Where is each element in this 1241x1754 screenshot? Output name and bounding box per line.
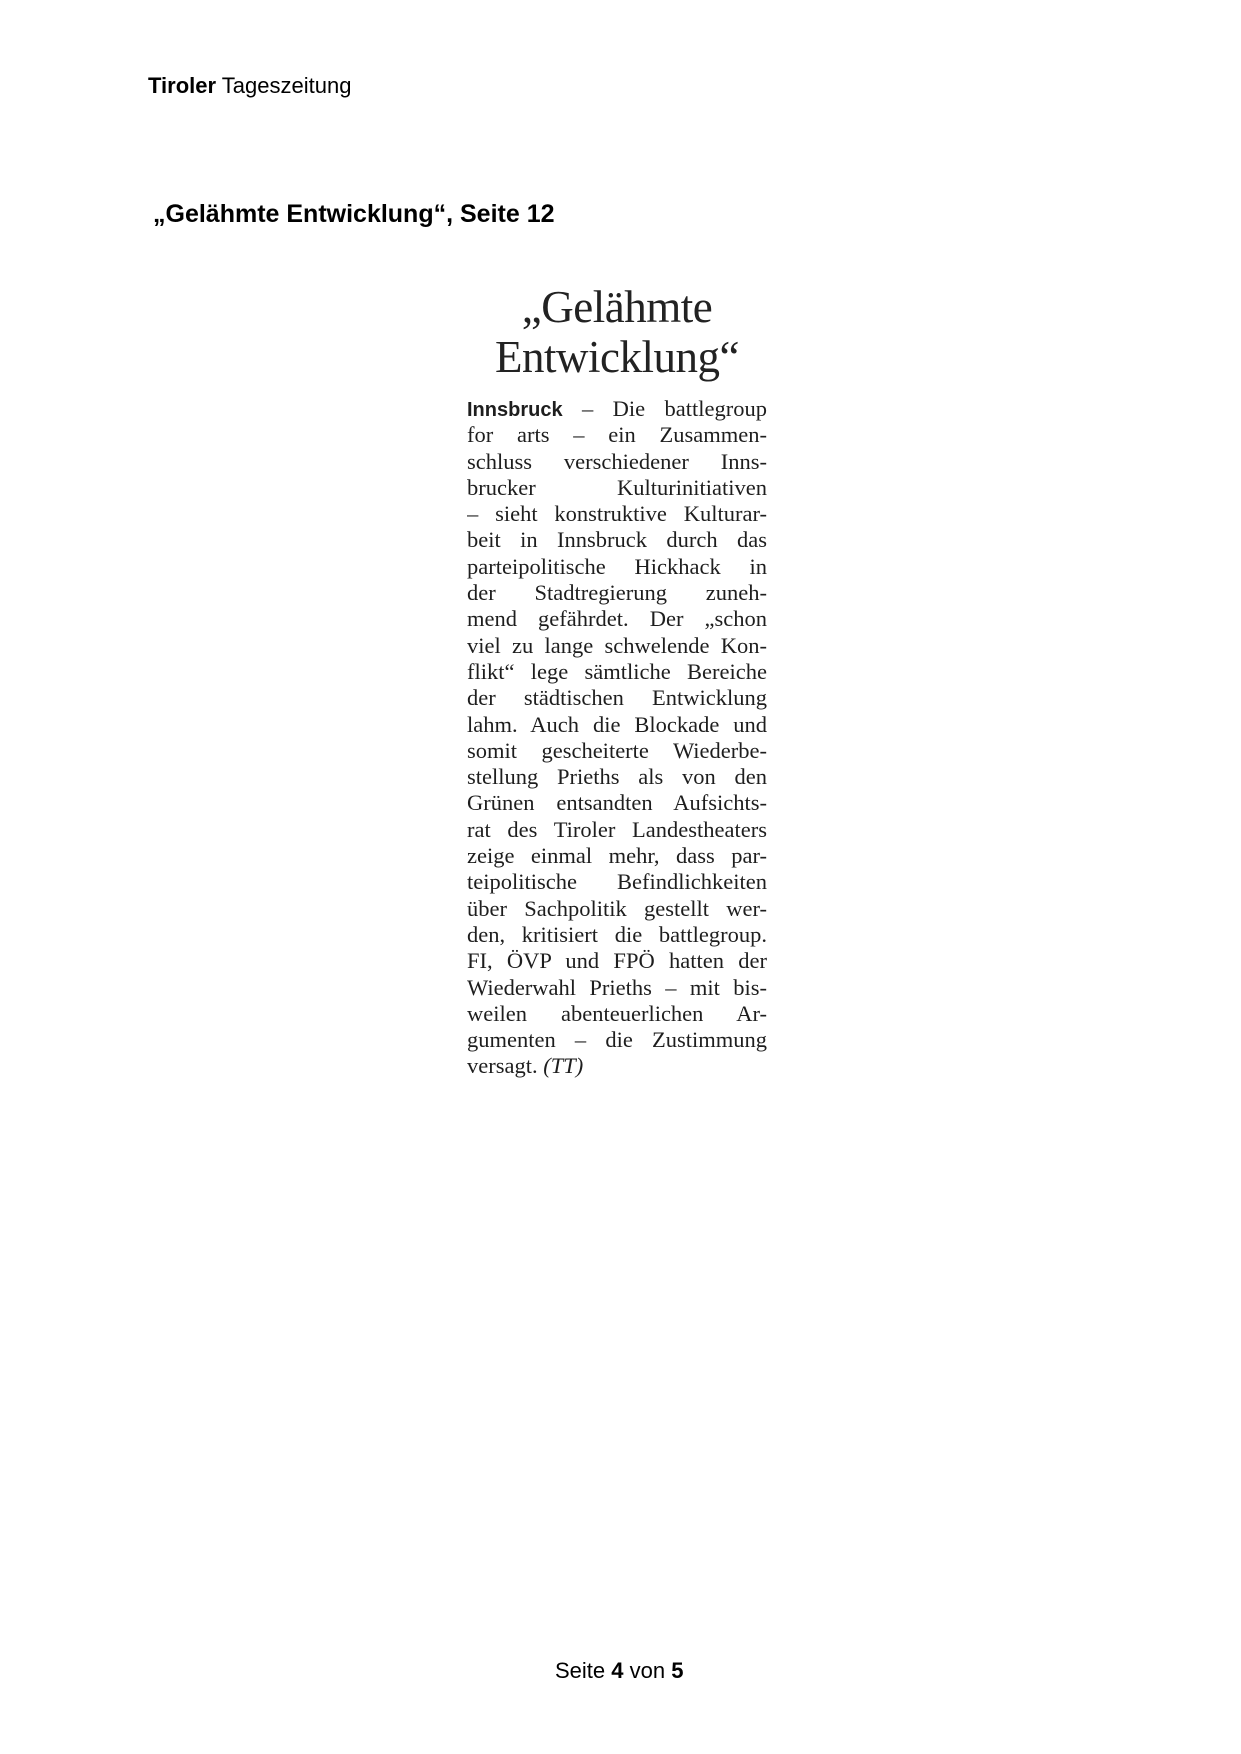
publication-name-bold: Tiroler [148,73,217,98]
article-line: somit gescheiterte Wiederbe- [467,737,767,763]
article-line: beit in Innsbruck durch das [467,527,767,553]
article-line: viel zu lange schwelende Kon- [467,632,767,658]
article-line: der städtischen Entwicklung [467,685,767,711]
article-line: zeige einmal mehr, dass par- [467,843,767,869]
article-headline [467,282,767,382]
article-dateline: Innsbruck [467,399,563,421]
article-line: lahm. Auch die Blockade und [467,711,767,737]
article-line: stellung Prieths als von den [467,764,767,790]
article-line: parteipolitische Hickhack in [467,553,767,579]
article-line: – sieht konstruktive Kulturar- [467,501,767,527]
article-line: mend gefährdet. Der „schon [467,606,767,632]
article-line: der Stadtregierung zuneh- [467,580,767,606]
article-line: Grünen entsandten Aufsichts- [467,790,767,816]
article-line: über Sachpolitik gestellt wer- [467,895,767,921]
article-line: for arts – ein Zusammen- [467,422,767,448]
publication-masthead [148,72,351,100]
article-source: (TT) [543,1053,584,1079]
article-headline-line-2: Entwicklung“ [495,332,739,382]
article-line: schluss verschiedener Inns- [467,448,767,474]
current-page: 4 [611,1658,624,1683]
article-line: Wiederwahl Prieths – mit bis- [467,974,767,1000]
article-body [467,396,767,1080]
article-line: teipolitische Befindlichkeiten [467,869,767,895]
article-line: brucker Kulturinitiativen [467,474,767,500]
article-line: gumenten – die Zustimmung [467,1027,767,1053]
page-number: Seite 4 von 5 [555,1658,684,1683]
publication-name-rest: Tageszeitung [216,73,352,98]
article-line: versagt. (TT) [467,1053,584,1079]
article-line: flikt“ lege sämtliche Bereiche [467,658,767,684]
article-line: den, kritisiert die battlegroup. [467,921,767,947]
article-headline-line-1: „Gelähmte [521,282,713,332]
article-line: FI, ÖVP und FPÖ hatten der [467,948,767,974]
article-line: Innsbruck – Die battlegroup [467,396,767,421]
article-line: rat des Tiroler Landestheaters [467,816,767,842]
section-title: „Gelähmte Entwicklung“, Seite 12 [153,200,555,228]
article-clipping [467,282,767,1080]
article-line: weilen abenteuerlichen Ar- [467,1000,767,1026]
total-pages: 5 [671,1658,684,1683]
